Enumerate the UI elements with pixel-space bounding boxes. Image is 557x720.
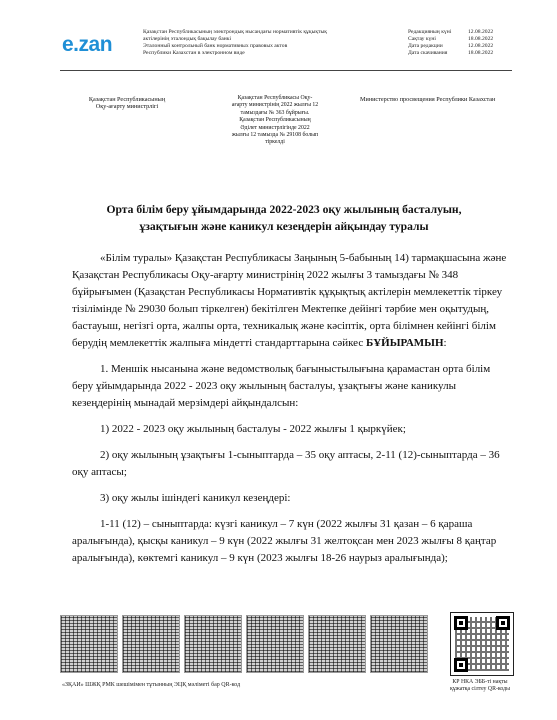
signature-code-3 [184,615,242,673]
registration-line: тамыздағы № 363 бұйрығы. [240,109,310,116]
meta-label: Дата редакции [408,42,443,49]
registration-line: ағарту министрінің 2022 жылғы 12 [231,102,319,109]
header-description [143,29,383,57]
ezan-logo: e.zan [62,33,113,56]
header-line: Республики Казахстан в электронном виде [143,49,245,56]
registration-line: тіркелді [265,139,285,146]
header-meta [408,29,493,57]
header-divider [60,70,512,71]
registration-line: Қазақстан Республикасы Оқу- [237,95,313,101]
signature-code-1 [60,615,118,673]
meta-value: 12.08.2022 [468,29,494,35]
title-line-2: ұзақтығын және каникул кезеңдерін айқындау туралы [139,220,429,233]
qr-caption-line: КР НКА ЭББ-ті нақты [452,679,508,685]
registration-line: Қазақстан Республикасының [239,117,311,124]
registration-line: Әділет министрлігінде 2022 [240,124,310,131]
meta-row [408,36,493,43]
order-registration [225,95,325,147]
footer-note: «ЗҚАИ» ШЖҚ РМК шешімімен тұтынның ЭЦҚ мәліметі бар QR-код [62,682,241,688]
document-body [72,250,507,576]
preamble-text: «Білім туралы» Қазақстан Республикасы Заңының 5-бабының 14) тармақшасына және Қазақстан Республикасы Оқу-ағарту министрінің 2022 жылғы 3 тамыздағы № 348 бұйрығымен (Қазақстан Республикасы Нормативтік құқықтық актілерін мемлекеттік тіркеу тізілімінде № 29030 болып тіркелген) бекітілген Мектепке дейінгі тәрбие мен оқытудың, бастауыш, негізгі орта, жалпы орта, техникалық және кәсіптік, орта білімнен кейінгі білім берудің мемлекеттік жалпыға міндетті стандарттарына сәйкес [72,252,507,349]
paragraph-1-3: 3) оқу жылы ішіндегі каникул кезеңдері: [100,492,291,504]
meta-label: Редакцияның күні [408,29,452,35]
registration-line: жылғы 12 тамызда № 29108 болып [231,132,319,139]
meta-row [408,29,493,36]
meta-row [408,43,493,50]
meta-value: 18.08.2022 [468,35,494,42]
meta-label: Сақтау күні [408,35,436,42]
signature-code-4 [246,615,304,673]
signature-code-6 [370,615,428,673]
signature-code-5 [308,615,366,673]
paragraph-1: 1. Меншік нысанына және ведомстволық бағыныстылығына қарамастан орта білім беру ұйымдарында 2022 - 2023 оқу жылының басталуы, ұзақтығы және каникулы кезеңдерінің мынадай мерзімдері айқындалсын: [72,363,491,409]
ministry-ru: Министерство просвещения Республики Казахстан [360,96,496,103]
paragraph-holidays: 1-11 (12) – сыныптарда: күзгі каникул – 7 күн (2022 жылғы 31 қазан – 6 қараша аралығында), қысқы каникул – 9 күн (2022 жылғы 31 желтоқсан мен 2023 жылғы 8 қаңтар аралығында), көктемгі каникул – 9 күн (2023 жылғы 18-26 наурыз аралығында); [72,518,497,564]
paragraph-1-1: 1) 2022 - 2023 оқу жылының басталуы - 2022 жылғы 1 қыркүйек; [100,423,406,435]
signature-code-2 [122,615,180,673]
qr-code-icon [450,612,514,676]
meta-row [408,50,493,57]
meta-label: Дата скачивания [408,49,448,56]
paragraph-1-2: 2) оқу жылының ұзақтығы 1-сыныптарда – 35 оқу аптасы, 2-11 (12)-сыныптарда – 36 оқу аптасы; [72,449,500,478]
meta-value: 12.08.2022 [468,42,494,49]
qr-caption-line: құжатқа сілтеу QR-коды [450,686,510,692]
footer-qr-caption [440,679,520,693]
title-line-1: Орта білім беру ұйымдарында 2022-2023 оқу жылының басталуын, [106,203,462,216]
header-line: актілерінің эталондық бақылау банкі [143,35,232,42]
meta-value: 18.08.2022 [468,49,494,56]
header-line: Қазақстан Республикасының электрондық нысандағы нормативтік құқықтық [143,29,327,35]
ministry-kz: Қазақстан Республикасының Оқу-ағарту министрлігі [88,96,166,111]
header-line: Эталонный контрольный банк нормативных правовых актов [143,42,288,49]
preamble-colon: : [443,337,447,349]
paragraph-preamble [72,250,507,352]
order-keyword: БҰЙЫРАМЫН [365,337,444,349]
document-title [70,201,498,235]
